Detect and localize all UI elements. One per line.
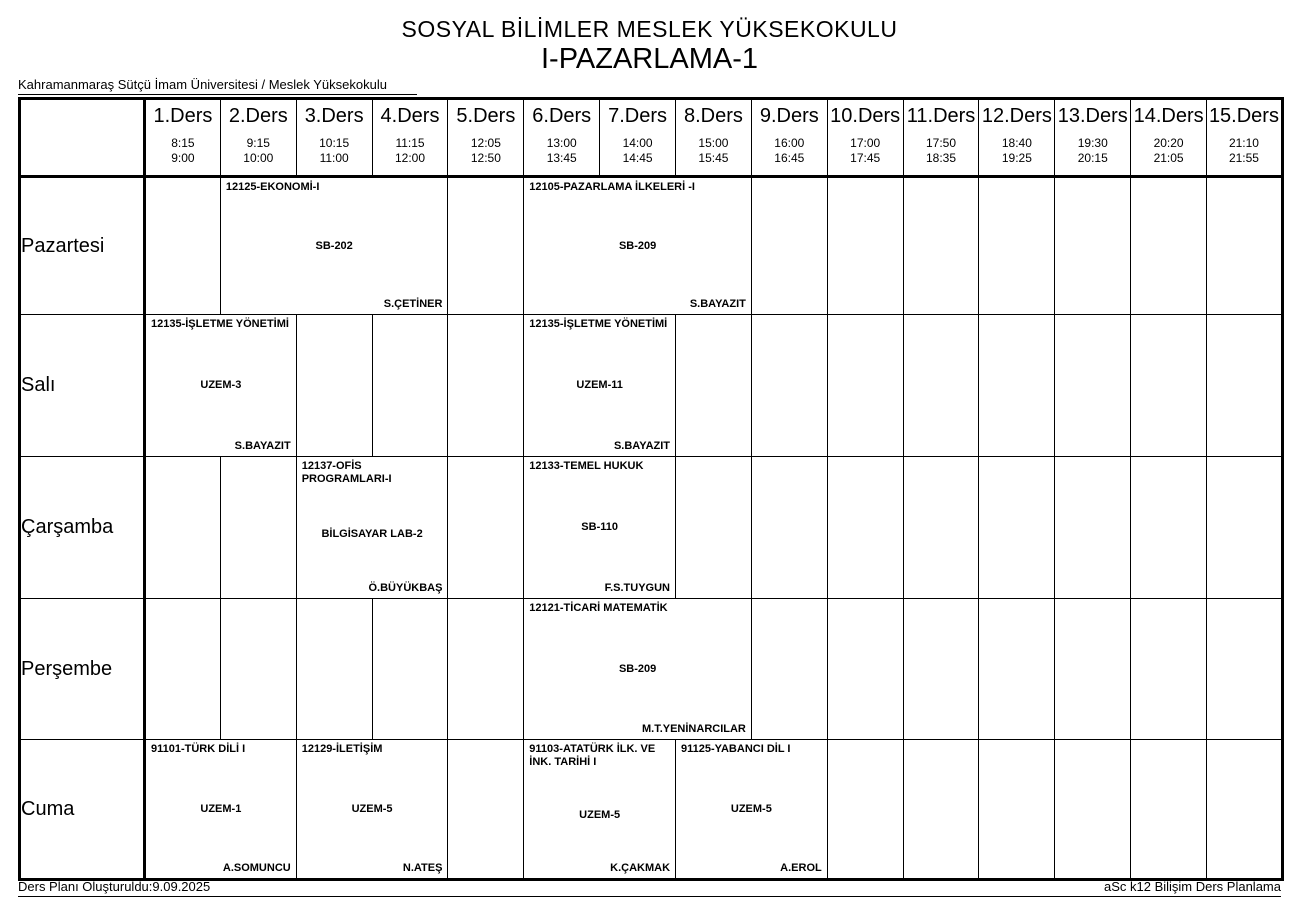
title-block <box>0 0 1299 75</box>
footer <box>18 879 1281 897</box>
empty-cell <box>1055 457 1131 599</box>
period-start-time: 18:40 <box>1001 136 1032 150</box>
period-times <box>600 129 675 166</box>
period-times <box>1055 129 1130 166</box>
empty-cell <box>296 315 372 457</box>
period-times <box>752 129 827 166</box>
lesson-course: 12137-OFİS PROGRAMLARI-I <box>301 460 392 485</box>
lesson-cell <box>524 315 676 457</box>
lesson-room: UZEM-3 <box>200 379 242 391</box>
period-end-time: 19:25 <box>1001 151 1032 165</box>
period-label: 4.Ders <box>380 105 440 127</box>
period-header-10 <box>827 99 903 177</box>
corner-cell <box>20 99 145 177</box>
empty-cell <box>979 457 1055 599</box>
period-end-time: 21:05 <box>1153 151 1184 165</box>
period-label: 15.Ders <box>1208 105 1279 127</box>
lesson-course: 91103-ATATÜRK İLK. VE İNK. TARİHİ I <box>529 743 656 768</box>
lesson-content <box>524 599 751 739</box>
lesson-course: 91101-TÜRK DİLİ I <box>151 743 246 755</box>
lesson-content <box>524 457 675 598</box>
lesson-course: 12121-TİCARİ MATEMATİK <box>529 602 668 614</box>
lesson-room: SB-202 <box>315 239 353 252</box>
lesson-cell <box>296 740 448 880</box>
lesson-teacher: K.ÇAKMAK <box>610 862 671 874</box>
lesson-teacher: F.S.TUYGUN <box>604 582 671 594</box>
empty-cell <box>903 315 979 457</box>
period-header-11 <box>903 99 979 177</box>
lesson-teacher: S.BAYAZIT <box>613 440 671 452</box>
period-times <box>221 129 296 166</box>
lesson-room: SB-209 <box>618 239 657 252</box>
period-end-time: 12:00 <box>394 151 426 165</box>
period-end-time: 17:45 <box>850 151 881 165</box>
period-header-9 <box>751 99 827 177</box>
period-start-time: 14:00 <box>622 136 653 150</box>
empty-cell <box>1207 177 1283 315</box>
empty-cell <box>448 740 524 880</box>
empty-cell <box>1131 315 1207 457</box>
period-label: 6.Ders <box>532 105 592 127</box>
period-end-time: 20:15 <box>1077 151 1108 165</box>
lesson-content <box>524 315 675 456</box>
empty-cell <box>827 457 903 599</box>
empty-cell <box>145 177 221 315</box>
period-times <box>373 129 448 166</box>
empty-cell <box>903 740 979 880</box>
period-times <box>979 129 1054 166</box>
period-start-time: 19:30 <box>1077 136 1108 150</box>
period-end-time: 14:45 <box>622 151 653 165</box>
period-start-time: 10:15 <box>319 136 350 150</box>
empty-cell <box>372 315 448 457</box>
footer-brand-label: aSc k12 Bilişim Ders Planlama <box>1103 879 1281 894</box>
period-start-time: 20:20 <box>1153 136 1184 150</box>
empty-cell <box>979 740 1055 880</box>
period-label: 10.Ders <box>830 105 901 127</box>
empty-cell <box>827 740 903 880</box>
period-label: 2.Ders <box>228 105 288 127</box>
lesson-teacher: S.ÇETİNER <box>383 298 443 310</box>
period-end-time: 12:50 <box>470 151 501 165</box>
lesson-cell <box>145 740 297 880</box>
lesson-teacher: M.T.YENİNARCILAR <box>641 723 746 735</box>
empty-cell <box>979 315 1055 457</box>
day-label: Salı <box>20 315 145 457</box>
lesson-room: BİLGİSAYAR LAB-2 <box>321 527 423 540</box>
period-label: 13.Ders <box>1057 105 1128 127</box>
day-row-pazartesi <box>20 177 1283 315</box>
period-times <box>904 129 979 166</box>
lesson-course: 91125-YABANCI DİL I <box>681 743 791 755</box>
empty-cell <box>296 599 372 740</box>
period-label: 12.Ders <box>981 105 1052 127</box>
period-times <box>448 129 523 166</box>
lesson-course: 12135-İŞLETME YÖNETİMİ <box>151 318 289 330</box>
period-end-time: 13:45 <box>546 151 577 165</box>
lesson-cell <box>524 599 752 740</box>
day-row-salı <box>20 315 1283 457</box>
lesson-cell <box>524 457 676 599</box>
class-title: I-PAZARLAMA-1 <box>540 43 758 75</box>
lesson-teacher: A.SOMUNCU <box>222 862 291 874</box>
lesson-room: UZEM-5 <box>351 802 393 815</box>
empty-cell <box>448 599 524 740</box>
lesson-room: UZEM-5 <box>579 809 621 821</box>
period-header-15 <box>1207 99 1283 177</box>
lesson-cell <box>676 740 828 880</box>
period-end-time: 10:00 <box>243 151 274 165</box>
empty-cell <box>751 177 827 315</box>
period-end-time: 11:00 <box>319 151 349 165</box>
lesson-teacher: N.ATEŞ <box>402 862 443 874</box>
empty-cell <box>1055 740 1131 880</box>
period-times <box>1131 129 1206 166</box>
empty-cell <box>220 457 296 599</box>
lesson-teacher: S.BAYAZIT <box>689 298 746 310</box>
empty-cell <box>1207 315 1283 457</box>
period-header-6 <box>524 99 600 177</box>
empty-cell <box>751 599 827 740</box>
lesson-teacher: S.BAYAZIT <box>234 440 291 452</box>
period-header-7 <box>600 99 676 177</box>
empty-cell <box>448 315 524 457</box>
period-header-12 <box>979 99 1055 177</box>
empty-cell <box>827 599 903 740</box>
empty-cell <box>903 457 979 599</box>
period-end-time: 15:45 <box>698 151 729 165</box>
lesson-content <box>676 740 827 878</box>
period-label: 8.Ders <box>683 105 743 127</box>
day-label: Pazartesi <box>20 177 145 315</box>
lesson-content <box>524 178 751 314</box>
period-label: 14.Ders <box>1133 105 1204 127</box>
lesson-cell <box>145 315 297 457</box>
lesson-content <box>297 457 448 598</box>
period-start-time: 15:00 <box>698 136 729 150</box>
period-header-8 <box>676 99 752 177</box>
lesson-content <box>297 740 448 878</box>
lesson-cell <box>296 457 448 599</box>
empty-cell <box>448 457 524 599</box>
empty-cell <box>145 457 221 599</box>
lesson-room: UZEM-11 <box>576 379 623 391</box>
lesson-room: UZEM-5 <box>730 802 772 815</box>
empty-cell <box>827 315 903 457</box>
period-start-time: 17:50 <box>926 136 957 150</box>
period-end-time: 16:45 <box>774 151 805 165</box>
lesson-course: 12125-EKONOMİ-I <box>225 181 320 193</box>
period-start-time: 21:10 <box>1228 136 1259 150</box>
period-label: 5.Ders <box>456 105 516 127</box>
empty-cell <box>448 177 524 315</box>
empty-cell <box>1055 177 1131 315</box>
day-label: Perşembe <box>20 599 145 740</box>
day-label: Çarşamba <box>20 457 145 599</box>
empty-cell <box>220 599 296 740</box>
university-subtitle: Kahramanmaraş Sütçü İmam Üniversitesi / Meslek Yüksekokulu <box>18 77 417 95</box>
empty-cell <box>145 599 221 740</box>
lesson-content <box>524 740 675 878</box>
empty-cell <box>1131 599 1207 740</box>
period-label: 1.Ders <box>153 105 213 127</box>
empty-cell <box>979 599 1055 740</box>
period-end-time: 21:55 <box>1228 151 1259 165</box>
period-label: 7.Ders <box>608 105 668 127</box>
period-times <box>1207 129 1281 166</box>
empty-cell <box>903 177 979 315</box>
empty-cell <box>1131 740 1207 880</box>
lesson-course: 12129-İLETİŞİM <box>301 743 383 755</box>
period-header-4 <box>372 99 448 177</box>
timetable <box>18 97 1284 881</box>
empty-cell <box>372 599 448 740</box>
period-times <box>146 129 220 166</box>
footer-created-label: Ders Planı Oluşturuldu:9.09.2025 <box>18 879 211 894</box>
period-start-time: 16:00 <box>774 136 805 150</box>
lesson-room: SB-209 <box>618 662 657 675</box>
lesson-cell <box>524 740 676 880</box>
lesson-content <box>146 315 296 456</box>
period-start-time: 11:15 <box>395 136 425 150</box>
lesson-content <box>146 740 296 878</box>
period-times <box>297 129 372 166</box>
day-row-çarşamba <box>20 457 1283 599</box>
lesson-teacher: A.EROL <box>780 862 822 874</box>
period-header-5 <box>448 99 524 177</box>
empty-cell <box>1131 177 1207 315</box>
empty-cell <box>827 177 903 315</box>
lesson-content <box>221 178 448 314</box>
period-label: 11.Ders <box>906 105 976 127</box>
period-times <box>828 129 903 166</box>
period-header-13 <box>1055 99 1131 177</box>
lesson-cell <box>220 177 448 315</box>
day-label: Cuma <box>20 740 145 880</box>
period-header-3 <box>296 99 372 177</box>
school-title: SOSYAL BİLİMLER MESLEK YÜKSEKOKULU <box>401 16 898 42</box>
empty-cell <box>1207 599 1283 740</box>
empty-cell <box>751 315 827 457</box>
empty-cell <box>1207 457 1283 599</box>
period-header-2 <box>220 99 296 177</box>
period-times <box>524 129 599 166</box>
day-row-perşembe <box>20 599 1283 740</box>
period-start-time: 13:00 <box>546 136 577 150</box>
empty-cell <box>903 599 979 740</box>
period-times <box>676 129 751 166</box>
lesson-room: SB-110 <box>581 521 618 533</box>
period-start-time: 12:05 <box>470 136 501 150</box>
period-header-14 <box>1131 99 1207 177</box>
lesson-course: 12105-PAZARLAMA İLKELERİ -I <box>529 181 695 193</box>
period-end-time: 18:35 <box>926 151 957 165</box>
lesson-room: UZEM-1 <box>200 802 242 815</box>
empty-cell <box>1055 599 1131 740</box>
period-start-time: 17:00 <box>850 136 881 150</box>
lesson-cell <box>524 177 752 315</box>
empty-cell <box>979 177 1055 315</box>
empty-cell <box>1131 457 1207 599</box>
empty-cell <box>676 457 752 599</box>
empty-cell <box>676 315 752 457</box>
period-header-row <box>20 99 1283 177</box>
period-start-time: 8:15 <box>171 136 195 150</box>
period-label: 3.Ders <box>304 105 364 127</box>
lesson-course: 12133-TEMEL HUKUK <box>529 460 644 472</box>
empty-cell <box>751 457 827 599</box>
period-header-1 <box>145 99 221 177</box>
day-row-cuma <box>20 740 1283 880</box>
period-label: 9.Ders <box>759 105 819 127</box>
lesson-teacher: Ö.BÜYÜKBAŞ <box>368 582 443 594</box>
period-end-time: 9:00 <box>171 151 195 165</box>
empty-cell <box>1055 315 1131 457</box>
period-start-time: 9:15 <box>246 136 270 150</box>
lesson-course: 12135-İŞLETME YÖNETİMİ <box>529 318 668 330</box>
empty-cell <box>1207 740 1283 880</box>
